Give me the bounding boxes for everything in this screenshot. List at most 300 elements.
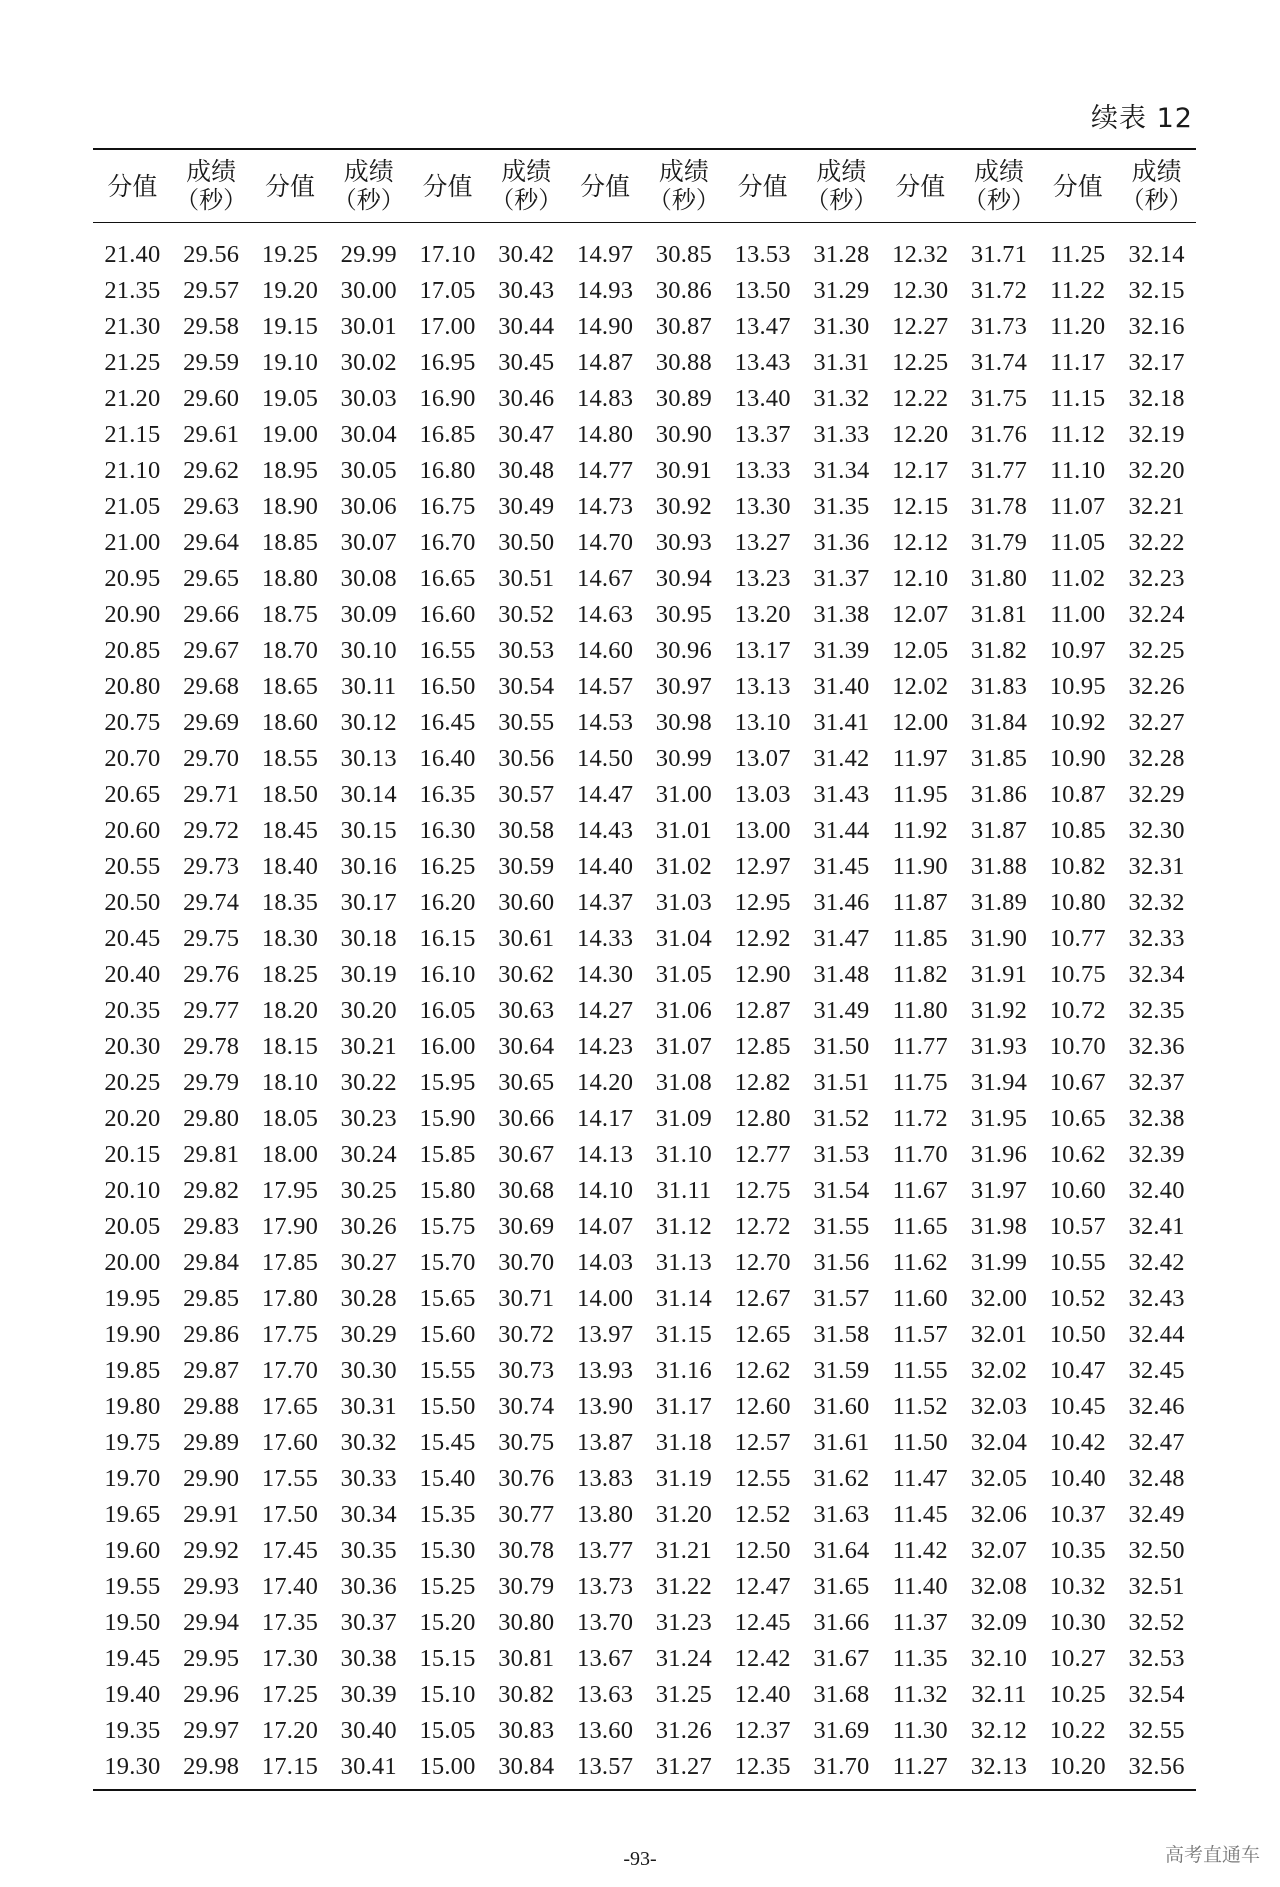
- score-cell: 10.25: [1049, 1681, 1106, 1708]
- score-cell: 13.03: [734, 781, 791, 808]
- time-cell: 30.92: [655, 493, 712, 520]
- time-cell: 31.36: [813, 529, 870, 556]
- time-cell: 32.15: [1128, 277, 1185, 304]
- time-cell: 30.64: [498, 1033, 555, 1060]
- score-cell: 18.55: [261, 745, 319, 772]
- time-cell: 32.43: [1128, 1285, 1185, 1312]
- table-row: [93, 381, 1196, 417]
- time-cell: 29.95: [183, 1645, 240, 1672]
- score-cell: 16.75: [419, 493, 476, 520]
- time-cell: 29.99: [340, 241, 397, 268]
- score-cell: 20.05: [104, 1213, 161, 1240]
- score-cell: 14.40: [577, 853, 634, 880]
- score-cell: 19.45: [104, 1645, 161, 1672]
- time-cell: 32.01: [970, 1321, 1028, 1348]
- time-cell: 31.55: [813, 1213, 870, 1240]
- score-cell: 11.90: [892, 853, 948, 880]
- score-cell: 12.70: [734, 1249, 791, 1276]
- table-row: [93, 345, 1196, 381]
- score-cell: 13.30: [734, 493, 791, 520]
- score-cell: 10.77: [1049, 925, 1106, 952]
- score-cell: 18.80: [261, 565, 319, 592]
- score-cell: 19.35: [104, 1717, 161, 1744]
- score-cell: 11.82: [892, 961, 948, 988]
- time-cell: 32.55: [1128, 1717, 1185, 1744]
- score-cell: 18.10: [261, 1069, 319, 1096]
- time-cell: 32.33: [1128, 925, 1185, 952]
- time-cell: 30.10: [340, 637, 397, 664]
- score-cell: 14.73: [577, 493, 634, 520]
- score-cell: 12.67: [734, 1285, 791, 1312]
- time-cell: 30.95: [655, 601, 712, 628]
- time-cell: 31.44: [813, 817, 870, 844]
- table-row: [93, 273, 1196, 309]
- time-cell: 30.16: [340, 853, 397, 880]
- score-cell: 21.00: [104, 529, 161, 556]
- time-cell: 32.10: [970, 1645, 1028, 1672]
- table-row: [93, 777, 1196, 813]
- score-cell: 17.30: [261, 1645, 319, 1672]
- score-cell: 18.95: [261, 457, 319, 484]
- score-cell: 11.50: [892, 1429, 948, 1456]
- score-cell: 19.70: [104, 1465, 161, 1492]
- score-cell: 17.45: [261, 1537, 319, 1564]
- score-cell: 14.10: [577, 1177, 634, 1204]
- score-cell: 12.72: [734, 1213, 791, 1240]
- time-cell: 30.47: [498, 421, 555, 448]
- score-cell: 12.52: [734, 1501, 791, 1528]
- table-row: [93, 561, 1196, 597]
- time-cell: 29.71: [183, 781, 240, 808]
- time-cell: 30.86: [655, 277, 712, 304]
- score-cell: 11.80: [892, 997, 948, 1024]
- score-cell: 11.20: [1050, 313, 1106, 340]
- time-cell: 30.81: [498, 1645, 555, 1672]
- score-cell: 16.35: [419, 781, 476, 808]
- time-cell: 30.58: [498, 817, 555, 844]
- score-cell: 15.35: [419, 1501, 476, 1528]
- header-label: 分值: [422, 171, 473, 201]
- time-cell: 29.60: [183, 385, 240, 412]
- time-cell: 30.66: [498, 1105, 555, 1132]
- score-cell: 13.20: [734, 601, 791, 628]
- time-cell: 30.74: [498, 1393, 555, 1420]
- score-cell: 12.20: [892, 421, 949, 448]
- score-cell: 21.40: [104, 241, 161, 268]
- header-score: [408, 149, 487, 223]
- score-cell: 17.60: [261, 1429, 319, 1456]
- time-cell: 31.90: [970, 925, 1028, 952]
- time-cell: 30.85: [655, 241, 712, 268]
- time-cell: 31.46: [813, 889, 870, 916]
- table-row: [93, 813, 1196, 849]
- score-cell: 11.45: [892, 1501, 948, 1528]
- time-cell: 29.70: [183, 745, 240, 772]
- score-table: [93, 148, 1196, 1791]
- time-cell: 30.12: [340, 709, 397, 736]
- score-cell: 14.47: [577, 781, 634, 808]
- time-cell: 30.23: [340, 1105, 397, 1132]
- score-cell: 13.17: [734, 637, 791, 664]
- score-cell: 12.42: [734, 1645, 791, 1672]
- score-cell: 17.00: [419, 313, 476, 340]
- score-cell: 12.07: [892, 601, 949, 628]
- score-cell: 11.92: [892, 817, 948, 844]
- score-cell: 13.93: [577, 1357, 634, 1384]
- time-cell: 31.15: [655, 1321, 712, 1348]
- time-cell: 30.32: [340, 1429, 397, 1456]
- score-cell: 18.45: [261, 817, 319, 844]
- time-cell: 30.72: [498, 1321, 555, 1348]
- score-cell: 11.47: [892, 1465, 948, 1492]
- score-cell: 15.80: [419, 1177, 476, 1204]
- score-cell: 16.55: [419, 637, 476, 664]
- time-cell: 31.48: [813, 961, 870, 988]
- score-cell: 15.45: [419, 1429, 476, 1456]
- time-cell: 31.49: [813, 997, 870, 1024]
- score-cell: 11.42: [892, 1537, 948, 1564]
- score-cell: 15.20: [419, 1609, 476, 1636]
- time-cell: 29.96: [183, 1681, 240, 1708]
- score-cell: 19.50: [104, 1609, 161, 1636]
- score-cell: 21.35: [104, 277, 161, 304]
- time-cell: 31.81: [970, 601, 1028, 628]
- time-cell: 30.63: [498, 997, 555, 1024]
- time-cell: 30.15: [340, 817, 397, 844]
- time-cell: 31.97: [970, 1177, 1028, 1204]
- score-cell: 13.10: [734, 709, 791, 736]
- time-cell: 29.78: [183, 1033, 240, 1060]
- time-cell: 30.34: [340, 1501, 397, 1528]
- header-row: [93, 149, 1196, 223]
- time-cell: 32.50: [1128, 1537, 1185, 1564]
- time-cell: 31.91: [970, 961, 1028, 988]
- time-cell: 29.79: [183, 1069, 240, 1096]
- time-cell: 31.37: [813, 565, 870, 592]
- time-cell: 29.72: [183, 817, 240, 844]
- time-cell: 29.81: [183, 1141, 240, 1168]
- score-cell: 20.75: [104, 709, 161, 736]
- time-cell: 30.38: [340, 1645, 397, 1672]
- score-cell: 15.25: [419, 1573, 476, 1600]
- score-cell: 14.27: [577, 997, 634, 1024]
- score-cell: 17.20: [261, 1717, 319, 1744]
- score-cell: 10.55: [1049, 1249, 1106, 1276]
- score-cell: 14.53: [577, 709, 634, 736]
- time-cell: 31.60: [813, 1393, 870, 1420]
- table-row: [93, 453, 1196, 489]
- time-cell: 32.26: [1128, 673, 1185, 700]
- time-cell: 29.74: [183, 889, 240, 916]
- time-cell: 31.98: [970, 1213, 1028, 1240]
- time-cell: 31.69: [813, 1717, 870, 1744]
- table-caption: 续表 12: [1091, 103, 1193, 134]
- score-cell: 10.42: [1049, 1429, 1106, 1456]
- time-cell: 29.90: [183, 1465, 240, 1492]
- time-cell: 31.95: [970, 1105, 1028, 1132]
- time-cell: 29.86: [183, 1321, 240, 1348]
- time-cell: 31.25: [655, 1681, 712, 1708]
- time-cell: 30.91: [655, 457, 712, 484]
- header-label: 成绩: [658, 157, 709, 186]
- score-cell: 12.60: [734, 1393, 791, 1420]
- score-cell: 14.23: [577, 1033, 634, 1060]
- score-cell: 12.45: [734, 1609, 791, 1636]
- score-cell: 19.60: [104, 1537, 161, 1564]
- score-cell: 18.75: [261, 601, 319, 628]
- header-label: 成绩: [343, 157, 394, 186]
- time-cell: 32.32: [1128, 889, 1185, 916]
- time-cell: 29.92: [183, 1537, 240, 1564]
- score-cell: 17.25: [261, 1681, 319, 1708]
- score-cell: 13.07: [734, 745, 791, 772]
- score-cell: 12.75: [734, 1177, 791, 1204]
- score-cell: 15.15: [419, 1645, 476, 1672]
- score-cell: 10.37: [1049, 1501, 1106, 1528]
- score-cell: 14.03: [577, 1249, 634, 1276]
- time-cell: 30.02: [340, 349, 397, 376]
- time-cell: 32.03: [970, 1393, 1028, 1420]
- score-cell: 13.63: [577, 1681, 634, 1708]
- time-cell: 31.85: [970, 745, 1028, 772]
- time-cell: 30.31: [340, 1393, 397, 1420]
- time-cell: 30.56: [498, 745, 555, 772]
- score-cell: 10.45: [1049, 1393, 1106, 1420]
- header-label: 分值: [895, 171, 946, 201]
- score-cell: 11.57: [892, 1321, 948, 1348]
- time-cell: 30.96: [655, 637, 712, 664]
- score-cell: 19.85: [104, 1357, 161, 1384]
- time-cell: 32.11: [971, 1681, 1027, 1708]
- time-cell: 30.70: [498, 1249, 555, 1276]
- score-cell: 19.30: [104, 1753, 161, 1780]
- time-cell: 31.10: [655, 1141, 712, 1168]
- score-cell: 12.55: [734, 1465, 791, 1492]
- score-cell: 17.75: [261, 1321, 319, 1348]
- score-cell: 19.00: [261, 421, 319, 448]
- score-cell: 14.80: [577, 421, 634, 448]
- score-cell: 10.32: [1049, 1573, 1106, 1600]
- score-cell: 10.80: [1049, 889, 1106, 916]
- score-cell: 11.15: [1050, 385, 1106, 412]
- score-cell: 18.20: [261, 997, 319, 1024]
- table-row: [93, 1029, 1196, 1065]
- time-cell: 31.70: [813, 1753, 870, 1780]
- time-cell: 30.59: [498, 853, 555, 880]
- score-cell: 16.40: [419, 745, 476, 772]
- time-cell: 31.94: [970, 1069, 1028, 1096]
- time-cell: 32.19: [1128, 421, 1185, 448]
- score-cell: 20.40: [104, 961, 161, 988]
- score-cell: 12.65: [734, 1321, 791, 1348]
- time-cell: 31.38: [813, 601, 870, 628]
- score-cell: 16.15: [419, 925, 476, 952]
- header-label: 分值: [737, 171, 788, 201]
- header-score: [881, 149, 960, 223]
- score-cell: 11.95: [892, 781, 948, 808]
- time-cell: 31.56: [813, 1249, 870, 1276]
- time-cell: 29.97: [183, 1717, 240, 1744]
- time-cell: 29.58: [183, 313, 240, 340]
- score-cell: 13.23: [734, 565, 791, 592]
- score-cell: 20.20: [104, 1105, 161, 1132]
- score-cell: 21.15: [104, 421, 161, 448]
- header-unit: （秒）: [332, 186, 405, 214]
- time-cell: 30.78: [498, 1537, 555, 1564]
- score-cell: 16.30: [419, 817, 476, 844]
- score-cell: 12.27: [892, 313, 949, 340]
- time-cell: 29.80: [183, 1105, 240, 1132]
- time-cell: 30.36: [340, 1573, 397, 1600]
- score-cell: 17.95: [261, 1177, 319, 1204]
- score-cell: 13.97: [577, 1321, 634, 1348]
- score-cell: 11.35: [892, 1645, 948, 1672]
- score-cell: 13.37: [734, 421, 791, 448]
- table-row: [93, 1281, 1196, 1317]
- score-cell: 16.25: [419, 853, 476, 880]
- score-cell: 15.70: [419, 1249, 476, 1276]
- score-cell: 11.72: [892, 1105, 948, 1132]
- time-cell: 32.30: [1128, 817, 1185, 844]
- time-cell: 29.75: [183, 925, 240, 952]
- score-cell: 19.65: [104, 1501, 161, 1528]
- score-cell: 10.67: [1049, 1069, 1106, 1096]
- time-cell: 30.77: [498, 1501, 555, 1528]
- score-cell: 18.30: [261, 925, 319, 952]
- score-cell: 18.00: [261, 1141, 319, 1168]
- time-cell: 31.47: [813, 925, 870, 952]
- score-cell: 16.10: [419, 961, 476, 988]
- score-cell: 14.93: [577, 277, 634, 304]
- time-cell: 30.83: [498, 1717, 555, 1744]
- score-cell: 20.10: [104, 1177, 161, 1204]
- score-cell: 11.30: [892, 1717, 948, 1744]
- time-cell: 31.40: [813, 673, 870, 700]
- score-cell: 20.95: [104, 565, 161, 592]
- score-cell: 14.07: [577, 1213, 634, 1240]
- time-cell: 32.29: [1128, 781, 1185, 808]
- time-cell: 31.06: [655, 997, 712, 1024]
- time-cell: 31.39: [813, 637, 870, 664]
- table-row: [93, 1137, 1196, 1173]
- time-cell: 31.89: [970, 889, 1028, 916]
- watermark: 高考直通车: [1164, 1844, 1260, 1866]
- score-cell: 19.15: [261, 313, 319, 340]
- time-cell: 29.73: [183, 853, 240, 880]
- time-cell: 30.90: [655, 421, 712, 448]
- time-cell: 31.76: [970, 421, 1028, 448]
- time-cell: 31.74: [970, 349, 1028, 376]
- time-cell: 32.37: [1128, 1069, 1185, 1096]
- score-cell: 14.77: [577, 457, 634, 484]
- score-cell: 16.65: [419, 565, 476, 592]
- score-cell: 12.95: [734, 889, 791, 916]
- time-cell: 30.55: [498, 709, 555, 736]
- score-cell: 18.15: [261, 1033, 319, 1060]
- time-cell: 30.76: [498, 1465, 555, 1492]
- score-cell: 14.60: [577, 637, 634, 664]
- score-cell: 12.00: [892, 709, 949, 736]
- time-cell: 32.34: [1128, 961, 1185, 988]
- table-row: [93, 1605, 1196, 1641]
- score-cell: 18.65: [261, 673, 319, 700]
- time-cell: 31.33: [813, 421, 870, 448]
- score-cell: 17.40: [261, 1573, 319, 1600]
- score-cell: 18.50: [261, 781, 319, 808]
- time-cell: 30.88: [655, 349, 712, 376]
- time-cell: 32.02: [970, 1357, 1028, 1384]
- time-cell: 32.56: [1128, 1753, 1185, 1780]
- header-unit: （秒）: [805, 186, 878, 214]
- score-cell: 14.43: [577, 817, 634, 844]
- score-cell: 14.67: [577, 565, 634, 592]
- time-cell: 31.29: [813, 277, 870, 304]
- score-cell: 13.40: [734, 385, 791, 412]
- time-cell: 30.54: [498, 673, 555, 700]
- score-cell: 21.25: [104, 349, 161, 376]
- score-cell: 15.90: [419, 1105, 476, 1132]
- score-cell: 17.70: [261, 1357, 319, 1384]
- time-cell: 31.03: [655, 889, 712, 916]
- time-cell: 32.51: [1128, 1573, 1185, 1600]
- score-cell: 10.82: [1049, 853, 1106, 880]
- time-cell: 31.07: [655, 1033, 712, 1060]
- table-row: [93, 741, 1196, 777]
- score-cell: 12.92: [734, 925, 791, 952]
- score-cell: 18.90: [261, 493, 319, 520]
- time-cell: 32.07: [970, 1537, 1028, 1564]
- table-row: [93, 885, 1196, 921]
- score-cell: 14.00: [577, 1285, 634, 1312]
- score-cell: 13.00: [734, 817, 791, 844]
- score-cell: 13.57: [577, 1753, 634, 1780]
- header-time: [329, 149, 408, 223]
- score-cell: 20.45: [104, 925, 161, 952]
- score-cell: 11.75: [892, 1069, 948, 1096]
- time-cell: 31.59: [813, 1357, 870, 1384]
- time-cell: 31.17: [655, 1393, 712, 1420]
- table-row: [93, 1713, 1196, 1749]
- table-row: [93, 1497, 1196, 1533]
- time-cell: 30.43: [498, 277, 555, 304]
- score-cell: 16.05: [419, 997, 476, 1024]
- time-cell: 31.65: [813, 1573, 870, 1600]
- time-cell: 30.33: [340, 1465, 397, 1492]
- score-cell: 12.57: [734, 1429, 791, 1456]
- score-cell: 13.80: [577, 1501, 634, 1528]
- time-cell: 30.42: [498, 241, 555, 268]
- time-cell: 30.14: [340, 781, 397, 808]
- time-cell: 30.68: [498, 1177, 555, 1204]
- time-cell: 32.08: [970, 1573, 1028, 1600]
- header-label: 分值: [264, 171, 315, 201]
- time-cell: 31.50: [813, 1033, 870, 1060]
- score-cell: 19.80: [104, 1393, 161, 1420]
- time-cell: 31.28: [813, 241, 870, 268]
- time-cell: 32.35: [1128, 997, 1185, 1024]
- time-cell: 31.09: [655, 1105, 712, 1132]
- score-cell: 15.00: [419, 1753, 476, 1780]
- table-row: [93, 1317, 1196, 1353]
- time-cell: 30.67: [498, 1141, 555, 1168]
- score-cell: 17.80: [261, 1285, 319, 1312]
- time-cell: 30.21: [340, 1033, 397, 1060]
- score-cell: 20.80: [104, 673, 161, 700]
- time-cell: 30.09: [340, 601, 397, 628]
- time-cell: 30.51: [498, 565, 555, 592]
- score-cell: 13.60: [577, 1717, 634, 1744]
- score-cell: 15.50: [419, 1393, 476, 1420]
